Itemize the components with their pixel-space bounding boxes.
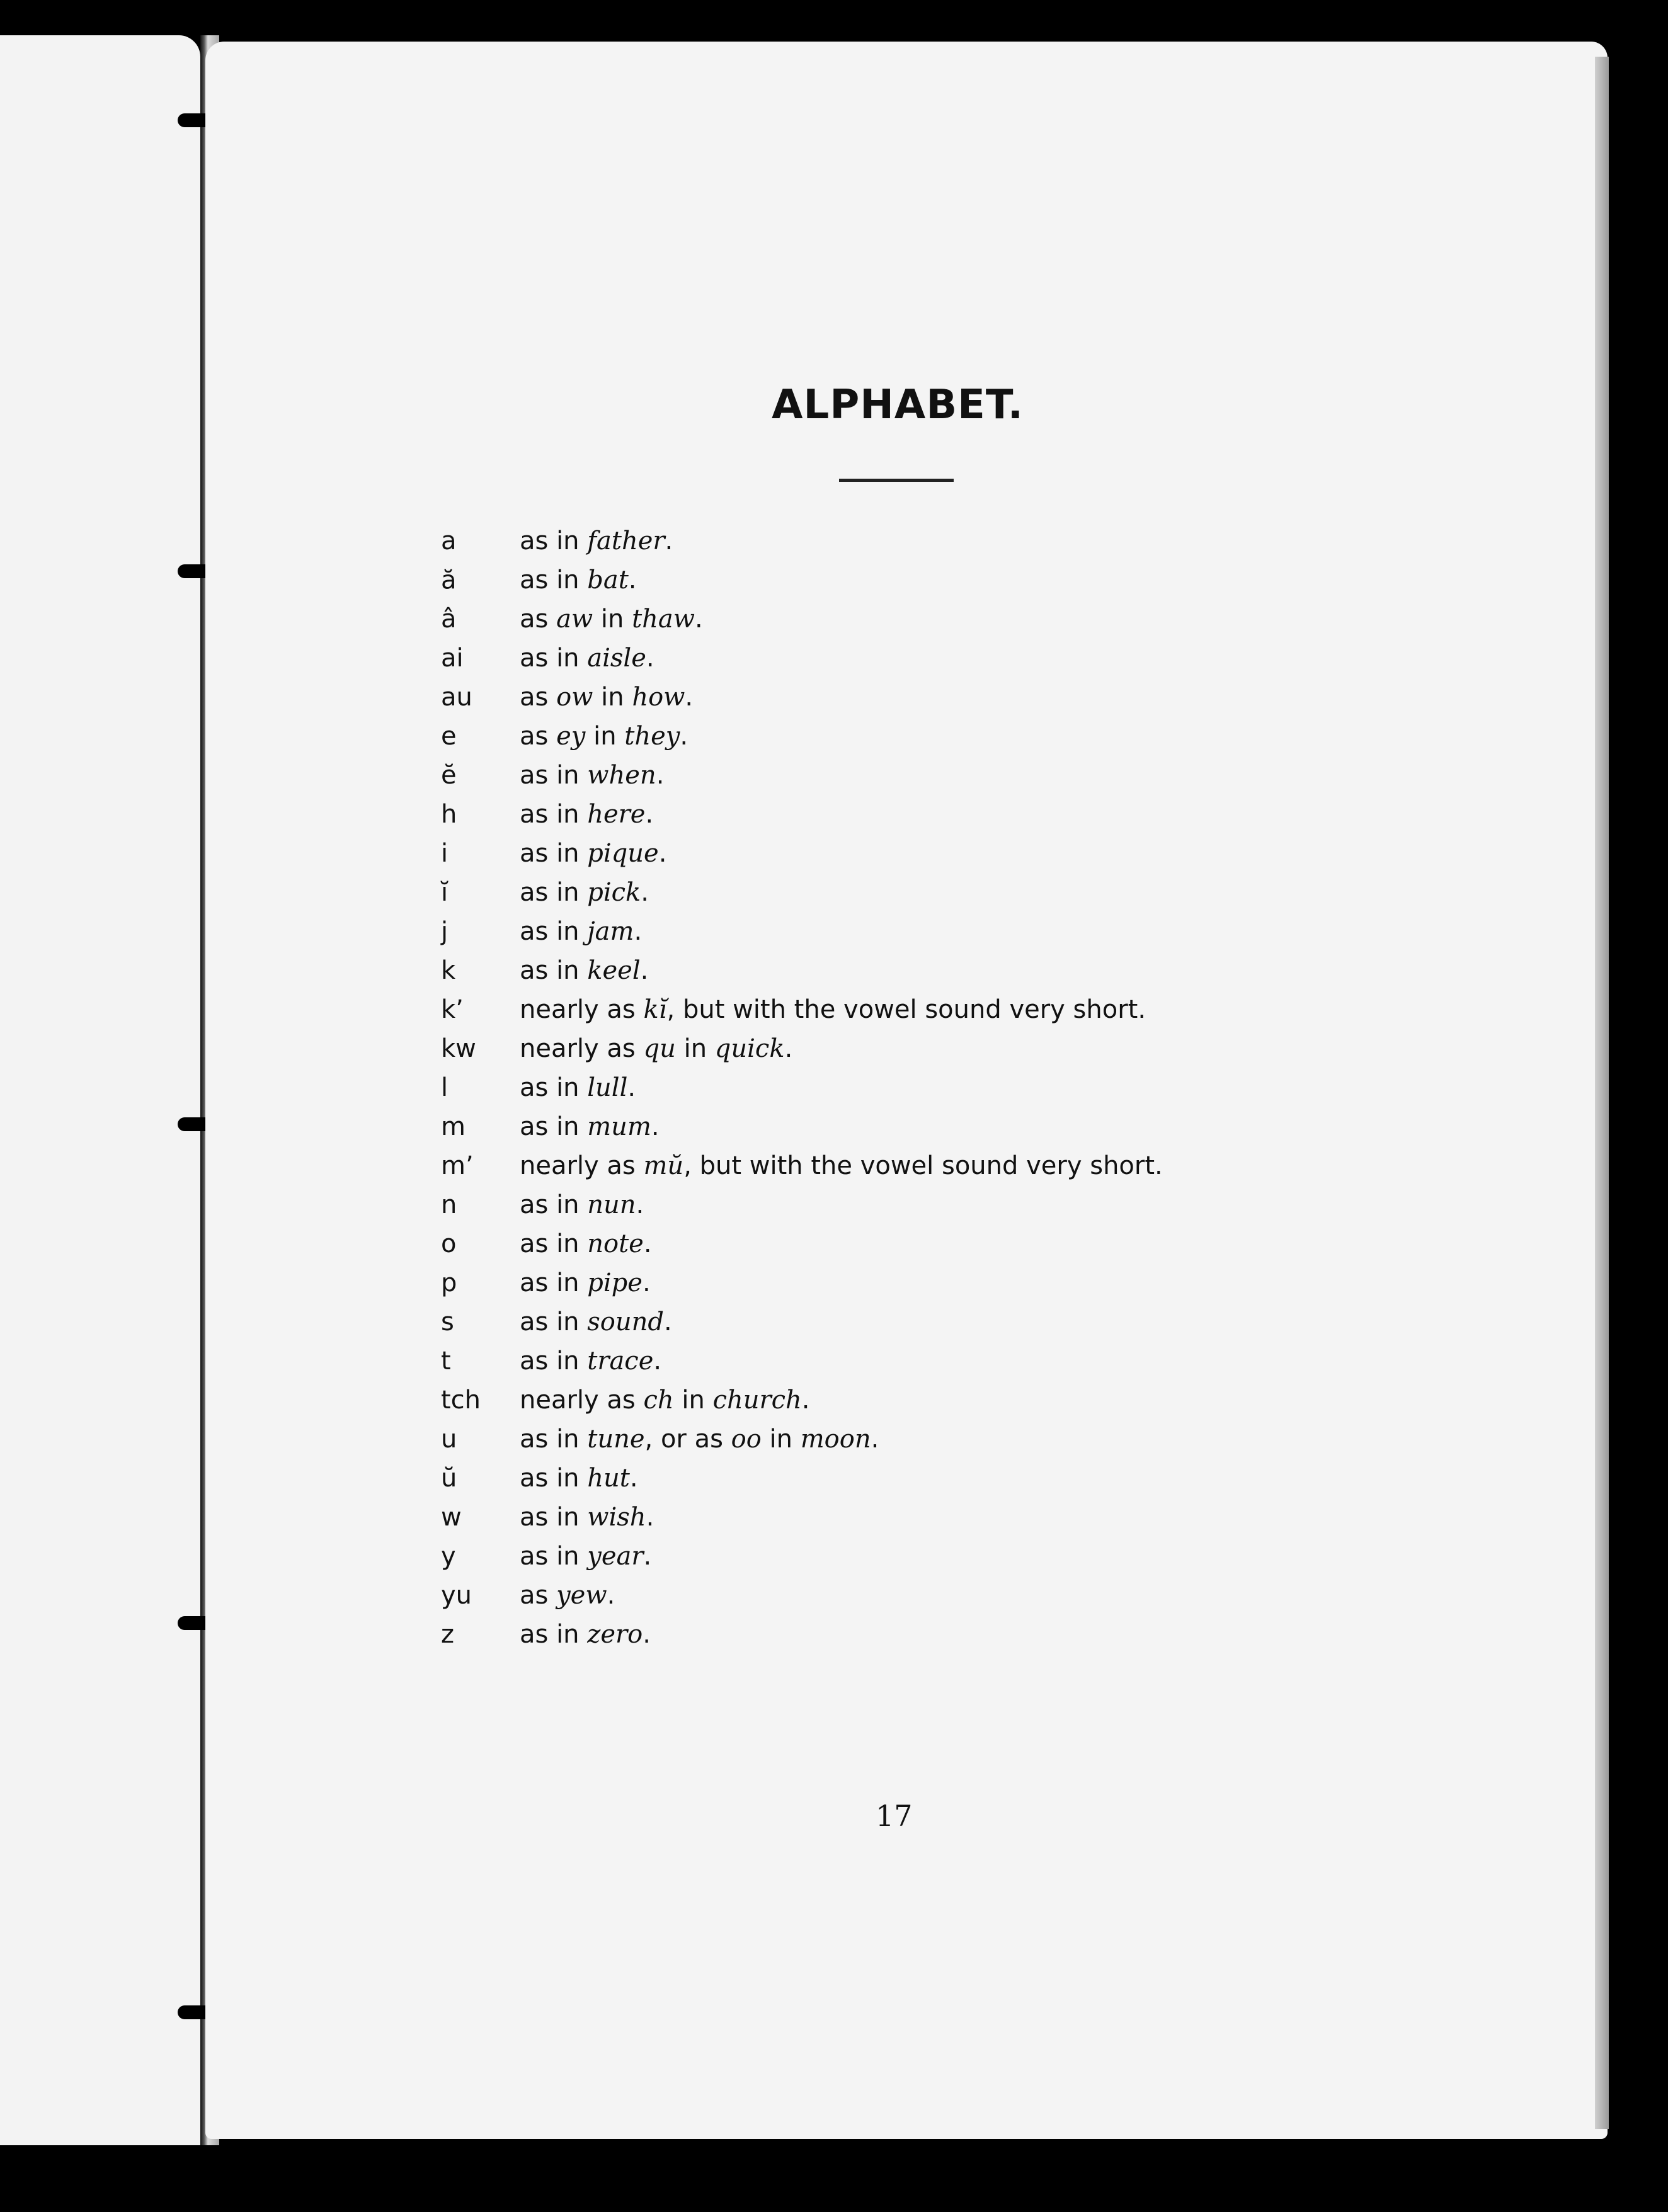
- description-text: .: [646, 1503, 654, 1532]
- alphabet-entry: [441, 600, 1386, 639]
- alphabet-entry: [441, 1107, 1386, 1146]
- alphabet-letter: m: [441, 1112, 466, 1141]
- description-text: .: [634, 917, 643, 946]
- title-rule: [839, 479, 954, 482]
- alphabet-entry: [441, 1459, 1386, 1498]
- pronunciation-description: [520, 1034, 792, 1063]
- example-word: qu: [643, 1034, 676, 1063]
- description-text: in: [673, 1386, 713, 1415]
- description-text: as in: [520, 1112, 588, 1141]
- alphabet-entry: [441, 1263, 1386, 1303]
- example-word: sound: [587, 1308, 664, 1337]
- example-word: trace: [587, 1347, 654, 1376]
- pronunciation-description: [520, 1503, 654, 1532]
- alphabet-entry: [441, 990, 1386, 1029]
- description-text: as in: [520, 1190, 588, 1219]
- description-text: as in: [520, 1347, 588, 1376]
- alphabet-entry: [441, 561, 1386, 600]
- pronunciation-description: [520, 566, 637, 595]
- description-text: .: [651, 1112, 660, 1141]
- pronunciation-description: [520, 917, 642, 946]
- description-text: .: [607, 1581, 615, 1610]
- pronunciation-description: [520, 878, 649, 907]
- example-word: tune: [587, 1425, 645, 1454]
- example-word: when: [587, 761, 656, 790]
- alphabet-entry: [441, 834, 1386, 873]
- description-text: .: [629, 1464, 638, 1493]
- example-word: oo: [731, 1425, 762, 1454]
- alphabet-letter: ĕ: [441, 761, 457, 790]
- description-text: .: [656, 761, 665, 790]
- alphabet-letter: s: [441, 1308, 454, 1337]
- page-number: 17: [876, 1799, 913, 1833]
- pronunciation-description: [520, 800, 653, 829]
- description-text: as in: [520, 761, 588, 790]
- description-text: as in: [520, 956, 588, 985]
- example-word: ch: [643, 1386, 674, 1415]
- description-text: , but with the vowel sound very short.: [683, 1151, 1163, 1180]
- description-text: as in: [520, 1542, 588, 1571]
- description-text: as in: [520, 1308, 588, 1337]
- alphabet-list: [441, 522, 1386, 1654]
- facing-page-edge: [0, 35, 200, 2145]
- description-text: .: [685, 683, 694, 712]
- description-text: .: [801, 1386, 810, 1415]
- alphabet-letter: i: [441, 839, 448, 868]
- alphabet-entry: [441, 678, 1386, 717]
- example-word: church: [712, 1386, 802, 1415]
- example-word: aw: [556, 605, 593, 634]
- description-text: as: [520, 605, 557, 634]
- alphabet-entry: [441, 1029, 1386, 1068]
- example-word: they: [624, 722, 680, 751]
- alphabet-entry: [441, 1381, 1386, 1420]
- description-text: as in: [520, 1073, 588, 1102]
- description-text: as in: [520, 800, 588, 829]
- alphabet-entry: [441, 1576, 1386, 1615]
- description-text: as in: [520, 1620, 588, 1649]
- description-text: .: [641, 878, 649, 907]
- alphabet-entry: [441, 639, 1386, 678]
- alphabet-letter: ŭ: [441, 1464, 457, 1493]
- description-text: as in: [520, 878, 588, 907]
- example-word: father: [587, 527, 665, 556]
- description-text: .: [784, 1034, 793, 1063]
- description-text: as in: [520, 1503, 588, 1532]
- pronunciation-description: [520, 1229, 652, 1258]
- example-word: pique: [587, 839, 659, 868]
- alphabet-entry: [441, 1537, 1386, 1576]
- example-word: nun: [587, 1190, 636, 1219]
- example-word: pick: [587, 878, 641, 907]
- alphabet-letter: m’: [441, 1151, 474, 1180]
- description-text: as: [520, 1581, 557, 1610]
- alphabet-letter: h: [441, 800, 457, 829]
- alphabet-entry: [441, 1224, 1386, 1263]
- example-word: pipe: [587, 1268, 643, 1297]
- alphabet-letter: l: [441, 1073, 448, 1102]
- description-text: .: [628, 566, 637, 595]
- description-text: .: [658, 839, 667, 868]
- example-word: how: [632, 683, 685, 712]
- description-text: as in: [520, 839, 588, 868]
- alphabet-letter: ă: [441, 566, 457, 595]
- pronunciation-description: [520, 1190, 644, 1219]
- description-text: .: [695, 605, 703, 634]
- pronunciation-description: [520, 1151, 1163, 1180]
- pronunciation-description: [520, 605, 703, 634]
- example-word: ey: [556, 722, 586, 751]
- pronunciation-description: [520, 839, 666, 868]
- description-text: .: [627, 1073, 636, 1102]
- alphabet-entry: [441, 1185, 1386, 1224]
- example-word: mum: [587, 1112, 651, 1141]
- alphabet-letter: n: [441, 1190, 457, 1219]
- description-text: .: [664, 1308, 672, 1337]
- example-word: jam: [587, 917, 634, 946]
- description-text: nearly as: [520, 1151, 644, 1180]
- pronunciation-description: [520, 683, 693, 712]
- description-text: .: [642, 1268, 651, 1297]
- description-text: as in: [520, 1425, 588, 1454]
- page-title: ALPHABET.: [772, 382, 1024, 428]
- description-text: nearly as: [520, 1386, 644, 1415]
- pronunciation-description: [520, 1464, 638, 1493]
- description-text: in: [593, 605, 632, 634]
- alphabet-entry: [441, 1068, 1386, 1107]
- pronunciation-description: [520, 1308, 672, 1337]
- description-text: as in: [520, 1229, 588, 1258]
- alphabet-letter: ai: [441, 644, 464, 673]
- page-edge-shadow: [1595, 57, 1609, 2129]
- pronunciation-description: [520, 527, 673, 556]
- description-text: .: [653, 1347, 662, 1376]
- example-word: year: [587, 1542, 644, 1571]
- alphabet-letter: t: [441, 1347, 451, 1376]
- alphabet-entry: [441, 951, 1386, 990]
- pronunciation-description: [520, 1620, 651, 1649]
- description-text: as in: [520, 1268, 588, 1297]
- alphabet-letter: ĭ: [441, 878, 448, 907]
- example-word: kĭ: [643, 995, 667, 1024]
- alphabet-entry: [441, 795, 1386, 834]
- alphabet-letter: e: [441, 722, 457, 751]
- pronunciation-description: [520, 1073, 636, 1102]
- description-text: as in: [520, 527, 588, 556]
- pronunciation-description: [520, 1425, 879, 1454]
- alphabet-letter: z: [441, 1620, 454, 1649]
- alphabet-entry: [441, 1146, 1386, 1185]
- example-word: yew: [556, 1581, 607, 1610]
- example-word: keel: [587, 956, 641, 985]
- alphabet-entry: [441, 522, 1386, 561]
- example-word: aisle: [587, 644, 646, 673]
- alphabet-letter: p: [441, 1268, 457, 1297]
- description-text: , or as: [644, 1425, 731, 1454]
- example-word: hut: [587, 1464, 630, 1493]
- example-word: here: [587, 800, 646, 829]
- example-word: mŭ: [643, 1151, 684, 1180]
- description-text: .: [643, 1229, 652, 1258]
- description-text: in: [593, 683, 632, 712]
- description-text: .: [680, 722, 688, 751]
- alphabet-entry: [441, 1420, 1386, 1459]
- pronunciation-description: [520, 1268, 651, 1297]
- alphabet-entry: [441, 1342, 1386, 1381]
- example-word: quick: [714, 1034, 785, 1063]
- pronunciation-description: [520, 1581, 615, 1610]
- alphabet-letter: j: [441, 917, 448, 946]
- example-word: ow: [556, 683, 593, 712]
- description-text: as: [520, 722, 557, 751]
- example-word: zero: [587, 1620, 643, 1649]
- alphabet-letter: y: [441, 1542, 456, 1571]
- alphabet-letter: yu: [441, 1581, 472, 1610]
- example-word: lull: [587, 1073, 628, 1102]
- alphabet-entry: [441, 873, 1386, 912]
- description-text: in: [761, 1425, 801, 1454]
- description-text: .: [665, 527, 673, 556]
- description-text: .: [645, 800, 654, 829]
- example-word: moon: [800, 1425, 871, 1454]
- description-text: , but with the vowel sound very short.: [666, 995, 1146, 1024]
- pronunciation-description: [520, 722, 688, 751]
- description-text: .: [871, 1425, 879, 1454]
- alphabet-entry: [441, 756, 1386, 795]
- alphabet-letter: w: [441, 1503, 462, 1532]
- alphabet-letter: u: [441, 1425, 457, 1454]
- alphabet-letter: tch: [441, 1386, 481, 1415]
- example-word: thaw: [632, 605, 695, 634]
- description-text: in: [585, 722, 625, 751]
- pronunciation-description: [520, 995, 1146, 1024]
- pronunciation-description: [520, 1542, 651, 1571]
- alphabet-letter: â: [441, 605, 457, 634]
- alphabet-entry: [441, 1498, 1386, 1537]
- description-text: as in: [520, 1464, 588, 1493]
- pronunciation-description: [520, 644, 654, 673]
- description-text: nearly as: [520, 995, 644, 1024]
- alphabet-entry: [441, 912, 1386, 951]
- description-text: as in: [520, 917, 588, 946]
- example-word: bat: [587, 566, 629, 595]
- alphabet-entry: [441, 1303, 1386, 1342]
- pronunciation-description: [520, 1347, 661, 1376]
- description-text: as in: [520, 644, 588, 673]
- alphabet-letter: a: [441, 527, 457, 556]
- alphabet-letter: o: [441, 1229, 457, 1258]
- pronunciation-description: [520, 956, 648, 985]
- alphabet-entry: [441, 1615, 1386, 1654]
- description-text: as in: [520, 566, 588, 595]
- description-text: nearly as: [520, 1034, 644, 1063]
- description-text: in: [675, 1034, 715, 1063]
- description-text: .: [643, 1542, 652, 1571]
- alphabet-letter: k: [441, 956, 456, 985]
- example-word: wish: [587, 1503, 646, 1532]
- alphabet-letter: k’: [441, 995, 464, 1024]
- alphabet-entry: [441, 717, 1386, 756]
- description-text: .: [640, 956, 649, 985]
- alphabet-letter: au: [441, 683, 472, 712]
- pronunciation-description: [520, 1112, 660, 1141]
- alphabet-letter: kw: [441, 1034, 476, 1063]
- description-text: .: [646, 644, 654, 673]
- description-text: as: [520, 683, 557, 712]
- description-text: .: [643, 1620, 651, 1649]
- pronunciation-description: [520, 1386, 810, 1415]
- pronunciation-description: [520, 761, 664, 790]
- description-text: .: [636, 1190, 644, 1219]
- example-word: note: [587, 1229, 644, 1258]
